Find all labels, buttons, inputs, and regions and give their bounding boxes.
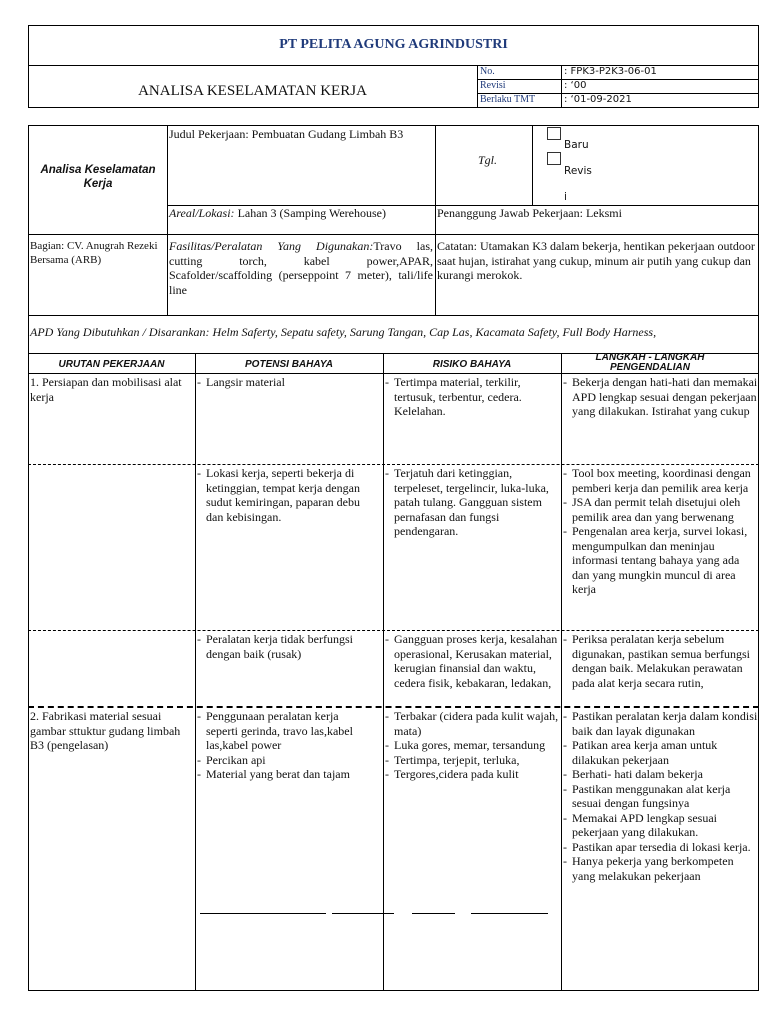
- list-item: - Bekerja dengan hati-hati dan memakai APD lengkap sesuai dengan pekerjaan yang dilakukan. Istirahat yang cukup: [563, 375, 758, 419]
- table-row-2-langkah: [563, 466, 758, 629]
- checkbox-baru[interactable]: [547, 127, 561, 140]
- apd-line: APD Yang Dibutuhkan / Disarankan: Helm Saferty, Sepatu safety, Sarung Tangan, Cap Las, Kacamata Safety, Full Body Harness,: [30, 325, 657, 339]
- checkbox-revisi-label-wrap: i: [564, 191, 567, 203]
- company-name: PT PELITA AGUNG AGRINDUSTRI: [279, 37, 508, 52]
- meta-value-no: : FPK3-P2K3-06-01: [564, 66, 657, 77]
- table-row-2-potensi: [197, 466, 373, 524]
- fasilitas-label: Fasilitas/Peralatan Yang Digunakan:: [169, 239, 374, 253]
- list-item: - Pastikan apar tersedia di lokasi kerja.: [563, 840, 758, 855]
- table-row-4-urutan: 2. Fabrikasi material sesuai gambar sttuktur gudang limbah B3 (pengelasan): [30, 709, 181, 752]
- list-item: - Tool box meeting, koordinasi dengan pemberi kerja dan pemilik area kerja: [563, 466, 758, 495]
- penanggung-jawab: Penanggung Jawab Pekerjaan: Leksmi: [437, 206, 622, 220]
- list-item: - Lokasi kerja, seperti bekerja di ketinggian, tempat kerja dengan sudut kemiringan, paparan debu dan kebisingan.: [197, 466, 373, 524]
- aks-label: Analisa Keselamatan Kerja: [40, 164, 156, 190]
- blank-underline: [200, 913, 326, 914]
- list-item: - Hanya pekerja yang berkompeten yang melakukan pekerjaan: [563, 854, 758, 883]
- table-row-1-potensi: [197, 375, 381, 390]
- list-item: - Periksa peralatan kerja sebelum digunakan, pastikan semua berfungsi dengan baik. Melakukan perawatan pada alat kerja secara rutin,: [563, 632, 758, 690]
- meta-label-revisi: Revisi: [480, 80, 506, 91]
- blank-underline: [412, 913, 455, 914]
- judul-pekerjaan: Judul Pekerjaan: Pembuatan Gudang Limbah B3: [169, 127, 404, 141]
- list-item: - Pastikan peralatan kerja dalam kondisi baik dan layak digunakan: [563, 709, 758, 738]
- checkbox-revisi[interactable]: [547, 152, 561, 165]
- table-row-1-urutan: 1. Persiapan dan mobilisasi alat kerja: [30, 375, 182, 404]
- table-row-1-risiko: [385, 375, 559, 419]
- list-item: - Percikan api: [197, 753, 373, 768]
- tgl-label: Tgl.: [478, 153, 498, 167]
- list-item: - Tertimpa material, terkilir, tertusuk, terbentur, cedera. Kelelahan.: [385, 375, 559, 419]
- list-item: - Penggunaan peralatan kerja seperti gerinda, travo las,kabel las,kabel power: [197, 709, 373, 753]
- meta-value-revisi: : ‘00: [564, 80, 587, 91]
- meta-label-berlaku: Berlaku TMT: [480, 94, 536, 105]
- col-header-langkah: LANGKAH - LANGKAH PENGENDALIAN: [595, 352, 705, 373]
- list-item: - Tertimpa, terjepit, terluka,: [385, 753, 559, 768]
- col-header-potensi: POTENSI BAHAYA: [245, 359, 333, 370]
- fasilitas: [169, 239, 433, 297]
- checkbox-baru-label: Baru: [564, 139, 589, 151]
- list-item: - Memakai APD lengkap sesuai pekerjaan yang dilakukan.: [563, 811, 758, 840]
- list-item: - Pastikan menggunakan alat kerja sesuai dengan fungsinya: [563, 782, 758, 811]
- list-item: - Material yang berat dan tajam: [197, 767, 373, 782]
- document-title: ANALISA KESELAMATAN KERJA: [138, 83, 367, 99]
- col-header-urutan: URUTAN PEKERJAAN: [58, 359, 165, 370]
- list-item: - Terjatuh dari ketinggian, terpeleset, tergelincir, luka-luka, patah tulang. Gangguan sistem pernafasan dan fungsi pendengaran.: [385, 466, 559, 539]
- list-item: - Luka gores, memar, tersandung: [385, 738, 559, 753]
- list-item: - Tergores,cidera pada kulit: [385, 767, 559, 782]
- fasilitas-value: Travo las, cutting torch, kabel power,APAR, Scafolder/scaffolding (perseppoint 7 meter), tali/life line: [169, 239, 434, 297]
- areal-value: Lahan 3 (Samping Werehouse): [234, 206, 386, 220]
- list-item: - Langsir material: [197, 375, 381, 390]
- table-row-2-risiko: [385, 466, 559, 539]
- meta-value-berlaku: : ‘01-09-2021: [564, 94, 632, 105]
- blank-underline: [471, 913, 548, 914]
- catatan: Catatan: Utamakan K3 dalam bekerja, hentikan pekerjaan outdoor saat hujan, istirahat yang cukup, minum air putih yang cukup dan kurangi merokok.: [437, 239, 755, 282]
- meta-label-no: No.: [480, 66, 495, 77]
- checkbox-revisi-label: Revis: [564, 165, 592, 177]
- table-row-3-risiko: [385, 632, 559, 705]
- table-row-3-potensi: [197, 632, 373, 661]
- list-item: - Patikan area kerja aman untuk dilakukan pekerjaan: [563, 738, 758, 767]
- table-row-4-potensi: [197, 709, 373, 782]
- table-row-4-langkah: [563, 709, 758, 883]
- blank-underline: [332, 913, 394, 914]
- table-row-3-langkah: [563, 632, 758, 705]
- areal-label: Areal/Lokasi:: [169, 206, 235, 220]
- table-row-1-langkah: [563, 375, 758, 419]
- list-item: - Gangguan proses kerja, kesalahan operasional, Kerusakan material, kerugian finansial dan waktu, cedera fisik, kebakaran, ledakan,: [385, 632, 559, 690]
- list-item: - Peralatan kerja tidak berfungsi dengan baik (rusak): [197, 632, 373, 661]
- list-item: - Terbakar (cidera pada kulit wajah, mata): [385, 709, 559, 738]
- list-item: - Pengenalan area kerja, survei lokasi, mengumpulkan dan meninjau informasi tentang bahaya yang ada dan yang mungkin muncul di area kerja: [563, 524, 758, 597]
- list-item: - JSA dan permit telah disetujui oleh pemilik area dan yang berwenang: [563, 495, 758, 524]
- col-header-risiko: RISIKO BAHAYA: [432, 359, 512, 370]
- list-item: - Berhati- hati dalam bekerja: [563, 767, 758, 782]
- table-row-4-risiko: [385, 709, 559, 782]
- areal-lokasi: [169, 206, 433, 221]
- bagian: Bagian: CV. Anugrah Rezeki Bersama (ARB): [30, 240, 158, 266]
